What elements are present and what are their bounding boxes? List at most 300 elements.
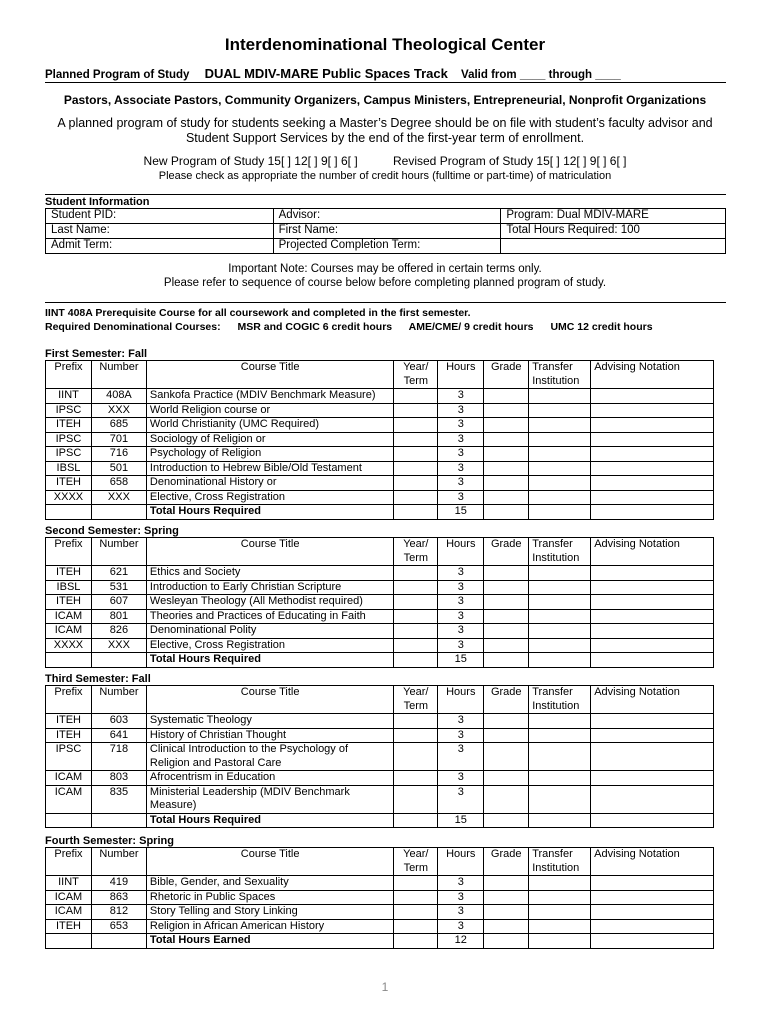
course-number: 863	[91, 890, 146, 905]
header-line: Institution	[532, 699, 580, 712]
transfer-cell[interactable]	[529, 476, 591, 491]
course-number: 658	[91, 476, 146, 491]
advising-notation-cell[interactable]	[591, 490, 714, 505]
course-hours: 3	[438, 743, 484, 771]
course-row	[46, 461, 714, 476]
student-info-heading: Student Information	[45, 194, 726, 208]
year-term-cell[interactable]	[394, 418, 438, 433]
denominational-label: Required Denominational Courses:	[45, 321, 221, 333]
column-header-grade: Grade	[484, 538, 529, 566]
course-number: 685	[91, 418, 146, 433]
total-row-empty-cell	[91, 505, 146, 520]
course-hours: 3	[438, 595, 484, 610]
column-header-notation: Advising Notation	[591, 848, 714, 876]
note-line-2: Please refer to sequence of course below before completing planned program of study.	[163, 277, 607, 289]
header-line: Term	[403, 699, 429, 712]
course-header-row	[46, 848, 714, 876]
course-number: 621	[91, 566, 146, 581]
grade-cell[interactable]	[484, 476, 529, 491]
course-hours: 3	[438, 389, 484, 404]
year-term-cell[interactable]	[394, 743, 438, 771]
course-title: Elective, Cross Registration	[146, 490, 393, 505]
total-row-empty-cell	[46, 813, 92, 828]
transfer-cell[interactable]	[529, 890, 591, 905]
total-row-empty-cell	[91, 813, 146, 828]
column-header-year-term	[394, 538, 438, 566]
course-prefix: ITEH	[46, 595, 92, 610]
header-line: Institution	[532, 861, 580, 874]
course-title: Religion in African American History	[146, 919, 393, 934]
course-title: Sociology of Religion or	[146, 432, 393, 447]
grade-cell[interactable]	[484, 919, 529, 934]
grade-cell[interactable]	[484, 432, 529, 447]
year-term-cell[interactable]	[394, 476, 438, 491]
grade-cell[interactable]	[484, 609, 529, 624]
intro-line-2: Student Support Services by the end of the first-year term of enrollment.	[185, 131, 585, 145]
student-info-field[interactable]: Projected Completion Term:	[273, 239, 501, 254]
advising-notation-cell[interactable]	[591, 432, 714, 447]
course-prefix: XXXX	[46, 638, 92, 653]
course-number: 812	[91, 905, 146, 920]
total-hours: 15	[438, 813, 484, 828]
course-prefix: IBSL	[46, 461, 92, 476]
column-header-grade: Grade	[484, 848, 529, 876]
semester-title: First Semester: Fall	[45, 348, 148, 360]
column-header-notation: Advising Notation	[591, 538, 714, 566]
program-header-line	[45, 66, 726, 83]
total-row-empty-cell	[46, 934, 92, 949]
course-table	[45, 685, 714, 828]
semester-title: Fourth Semester: Spring	[45, 835, 174, 847]
course-row	[46, 919, 714, 934]
course-title: Elective, Cross Registration	[146, 638, 393, 653]
header-line: Year/	[403, 848, 429, 860]
transfer-cell[interactable]	[529, 461, 591, 476]
grade-cell[interactable]	[484, 785, 529, 813]
course-title: Clinical Introduction to the Psychology of Religion and Pastoral Care	[146, 743, 393, 771]
year-term-cell[interactable]	[394, 890, 438, 905]
prerequisite-section	[45, 302, 726, 334]
transfer-cell[interactable]	[529, 876, 591, 891]
course-title: Psychology of Religion	[146, 447, 393, 462]
semester-block	[45, 525, 714, 668]
advising-notation-cell[interactable]	[591, 919, 714, 934]
transfer-cell[interactable]	[529, 743, 591, 771]
year-term-cell[interactable]	[394, 447, 438, 462]
advising-notation-cell[interactable]	[591, 743, 714, 771]
year-term-cell[interactable]	[394, 490, 438, 505]
year-term-cell[interactable]	[394, 771, 438, 786]
page-title: Interdenominational Theological Center	[224, 35, 546, 54]
grade-cell[interactable]	[484, 403, 529, 418]
grade-cell[interactable]	[484, 595, 529, 610]
course-hours: 3	[438, 490, 484, 505]
grade-cell[interactable]	[484, 624, 529, 639]
course-row	[46, 890, 714, 905]
course-prefix: IINT	[46, 876, 92, 891]
transfer-cell[interactable]	[529, 919, 591, 934]
course-title: Bible, Gender, and Sexuality	[146, 876, 393, 891]
transfer-cell[interactable]	[529, 771, 591, 786]
course-title: Denominational History or	[146, 476, 393, 491]
program-choice	[0, 154, 770, 168]
column-header-notation: Advising Notation	[591, 361, 714, 389]
course-prefix: IPSC	[46, 403, 92, 418]
year-term-cell[interactable]	[394, 609, 438, 624]
advising-notation-cell[interactable]	[591, 785, 714, 813]
year-term-cell[interactable]	[394, 566, 438, 581]
course-header-row	[46, 686, 714, 714]
year-term-cell[interactable]	[394, 728, 438, 743]
course-title: Sankofa Practice (MDIV Benchmark Measure)	[146, 389, 393, 404]
course-prefix: IPSC	[46, 432, 92, 447]
student-info-field[interactable]: Advisor:	[273, 209, 501, 224]
course-row	[46, 432, 714, 447]
total-label: Total Hours Earned	[146, 934, 393, 949]
header-line: Term	[403, 861, 429, 874]
course-row	[46, 447, 714, 462]
grade-cell[interactable]	[484, 728, 529, 743]
grade-cell[interactable]	[484, 389, 529, 404]
column-header-hours: Hours	[438, 848, 484, 876]
column-header-year-term	[394, 361, 438, 389]
prerequisite-line: IINT 408A Prerequisite Course for all coursework and completed in the first semester.	[45, 307, 471, 319]
advising-notation-cell[interactable]	[591, 461, 714, 476]
course-hours: 3	[438, 609, 484, 624]
course-table	[45, 360, 714, 520]
grade-cell[interactable]	[484, 714, 529, 729]
column-header-grade: Grade	[484, 686, 529, 714]
transfer-cell[interactable]	[529, 595, 591, 610]
advising-notation-cell[interactable]	[591, 714, 714, 729]
student-info-table	[45, 208, 726, 254]
grade-cell[interactable]	[484, 461, 529, 476]
semester-title: Second Semester: Spring	[45, 525, 179, 537]
advising-notation-cell[interactable]	[591, 876, 714, 891]
course-hours: 3	[438, 461, 484, 476]
course-number: 419	[91, 876, 146, 891]
course-title: World Religion course or	[146, 403, 393, 418]
total-label: Total Hours Required	[146, 813, 393, 828]
header-line: Term	[403, 551, 429, 564]
course-prefix: ICAM	[46, 771, 92, 786]
grade-cell[interactable]	[484, 566, 529, 581]
course-title: World Christianity (UMC Required)	[146, 418, 393, 433]
transfer-cell[interactable]	[529, 389, 591, 404]
course-row	[46, 418, 714, 433]
advising-notation-cell[interactable]	[591, 566, 714, 581]
year-term-cell[interactable]	[394, 714, 438, 729]
course-number: 826	[91, 624, 146, 639]
transfer-cell[interactable]	[529, 580, 591, 595]
course-hours: 3	[438, 638, 484, 653]
course-row	[46, 566, 714, 581]
course-title: Story Telling and Story Linking	[146, 905, 393, 920]
transfer-cell[interactable]	[529, 447, 591, 462]
header-line: Year/	[403, 538, 429, 550]
course-number: 501	[91, 461, 146, 476]
transfer-cell[interactable]	[529, 638, 591, 653]
course-hours: 3	[438, 476, 484, 491]
transfer-cell[interactable]	[529, 609, 591, 624]
course-row	[46, 490, 714, 505]
year-term-cell[interactable]	[394, 638, 438, 653]
course-prefix: IPSC	[46, 743, 92, 771]
column-header-number: Number	[91, 538, 146, 566]
transfer-cell[interactable]	[529, 490, 591, 505]
column-header-title: Course Title	[146, 686, 393, 714]
course-prefix: ICAM	[46, 890, 92, 905]
grade-cell[interactable]	[484, 743, 529, 771]
course-row	[46, 771, 714, 786]
year-term-cell[interactable]	[394, 919, 438, 934]
total-row	[46, 653, 714, 668]
new-program-option[interactable]: New Program of Study 15[ ] 12[ ] 9[ ] 6[ ]	[143, 154, 358, 168]
advising-notation-cell[interactable]	[591, 447, 714, 462]
year-term-cell[interactable]	[394, 876, 438, 891]
year-term-cell[interactable]	[394, 580, 438, 595]
course-prefix: ICAM	[46, 609, 92, 624]
revised-program-option[interactable]: Revised Program of Study 15[ ] 12[ ] 9[ ] 6[ ]	[393, 154, 627, 168]
total-row-empty-cell	[484, 653, 529, 668]
total-row-empty-cell	[591, 934, 714, 949]
student-info-field[interactable]: First Name:	[273, 224, 501, 239]
advising-notation-cell[interactable]	[591, 609, 714, 624]
student-info-row	[46, 239, 726, 254]
student-info-field[interactable]: Program: Dual MDIV-MARE	[501, 209, 726, 224]
course-title: Ministerial Leadership (MDIV Benchmark Measure)	[146, 785, 393, 813]
course-row	[46, 403, 714, 418]
column-header-number: Number	[91, 361, 146, 389]
total-row-empty-cell	[394, 813, 438, 828]
course-number: XXX	[91, 403, 146, 418]
student-info-row	[46, 224, 726, 239]
advising-notation-cell[interactable]	[591, 890, 714, 905]
grade-cell[interactable]	[484, 447, 529, 462]
course-prefix: IINT	[46, 389, 92, 404]
page-number: 1	[381, 980, 389, 994]
course-hours: 3	[438, 785, 484, 813]
year-term-cell[interactable]	[394, 389, 438, 404]
column-header-transfer	[529, 686, 591, 714]
advising-notation-cell[interactable]	[591, 418, 714, 433]
course-hours: 3	[438, 566, 484, 581]
year-term-cell[interactable]	[394, 432, 438, 447]
note-line-1: Important Note: Courses may be offered in certain terms only.	[228, 263, 542, 275]
course-prefix: ICAM	[46, 624, 92, 639]
transfer-cell[interactable]	[529, 566, 591, 581]
advising-notation-cell[interactable]	[591, 595, 714, 610]
planned-label: Planned Program of Study	[45, 69, 190, 81]
total-hours: 15	[438, 653, 484, 668]
column-header-title: Course Title	[146, 848, 393, 876]
course-title: Theories and Practices of Educating in Faith	[146, 609, 393, 624]
advising-notation-cell[interactable]	[591, 905, 714, 920]
advising-notation-cell[interactable]	[591, 638, 714, 653]
column-header-grade: Grade	[484, 361, 529, 389]
student-information-section	[45, 194, 726, 254]
denominational-requirements	[45, 320, 726, 334]
student-info-field[interactable]: Student PID:	[46, 209, 274, 224]
column-header-title: Course Title	[146, 361, 393, 389]
course-row	[46, 876, 714, 891]
grade-cell[interactable]	[484, 418, 529, 433]
advising-notation-cell[interactable]	[591, 624, 714, 639]
grade-cell[interactable]	[484, 490, 529, 505]
total-label: Total Hours Required	[146, 653, 393, 668]
total-row-empty-cell	[529, 813, 591, 828]
total-row-empty-cell	[394, 934, 438, 949]
total-row-empty-cell	[46, 505, 92, 520]
transfer-cell[interactable]	[529, 624, 591, 639]
transfer-cell[interactable]	[529, 714, 591, 729]
year-term-cell[interactable]	[394, 461, 438, 476]
course-row	[46, 638, 714, 653]
course-number: 607	[91, 595, 146, 610]
course-number: 531	[91, 580, 146, 595]
column-header-prefix: Prefix	[46, 361, 92, 389]
year-term-cell[interactable]	[394, 624, 438, 639]
student-info-field[interactable]: Admit Term:	[46, 239, 274, 254]
grade-cell[interactable]	[484, 638, 529, 653]
course-number: 801	[91, 609, 146, 624]
credit-hours-instruction: Please check as appropriate the number of credit hours (fulltime or part-time) of matriculation	[158, 170, 612, 182]
student-info-field[interactable]: Last Name:	[46, 224, 274, 239]
msr-requirement: MSR and COGIC 6 credit hours	[237, 321, 393, 333]
transfer-cell[interactable]	[529, 728, 591, 743]
total-row	[46, 505, 714, 520]
course-row	[46, 743, 714, 771]
course-row	[46, 476, 714, 491]
column-header-year-term	[394, 686, 438, 714]
course-row	[46, 728, 714, 743]
grade-cell[interactable]	[484, 905, 529, 920]
total-row-empty-cell	[529, 653, 591, 668]
column-header-transfer	[529, 848, 591, 876]
course-prefix: XXXX	[46, 490, 92, 505]
course-number: XXX	[91, 638, 146, 653]
transfer-cell[interactable]	[529, 785, 591, 813]
course-number: XXX	[91, 490, 146, 505]
student-info-field[interactable]	[501, 239, 726, 254]
column-header-title: Course Title	[146, 538, 393, 566]
column-header-prefix: Prefix	[46, 538, 92, 566]
course-hours: 3	[438, 905, 484, 920]
student-info-field[interactable]: Total Hours Required: 100	[501, 224, 726, 239]
header-line: Transfer	[532, 848, 573, 860]
transfer-cell[interactable]	[529, 432, 591, 447]
course-hours: 3	[438, 890, 484, 905]
semester-block	[45, 348, 714, 520]
course-prefix: ITEH	[46, 714, 92, 729]
transfer-cell[interactable]	[529, 418, 591, 433]
header-line: Transfer	[532, 686, 573, 698]
student-info-row	[46, 209, 726, 224]
course-prefix: ICAM	[46, 785, 92, 813]
course-title: Rhetoric in Public Spaces	[146, 890, 393, 905]
advising-notation-cell[interactable]	[591, 389, 714, 404]
total-label: Total Hours Required	[146, 505, 393, 520]
advising-notation-cell[interactable]	[591, 403, 714, 418]
course-number: 641	[91, 728, 146, 743]
course-number: 718	[91, 743, 146, 771]
umc-requirement: UMC 12 credit hours	[550, 321, 653, 333]
header-line: Year/	[403, 361, 429, 373]
transfer-cell[interactable]	[529, 403, 591, 418]
advising-notation-cell[interactable]	[591, 771, 714, 786]
semester-block	[45, 835, 714, 949]
advising-notation-cell[interactable]	[591, 476, 714, 491]
total-row	[46, 813, 714, 828]
course-header-row	[46, 538, 714, 566]
grade-cell[interactable]	[484, 771, 529, 786]
transfer-cell[interactable]	[529, 905, 591, 920]
course-table	[45, 537, 714, 668]
important-note	[0, 262, 770, 290]
course-row	[46, 905, 714, 920]
course-hours: 3	[438, 403, 484, 418]
total-row-empty-cell	[394, 653, 438, 668]
course-number: 716	[91, 447, 146, 462]
course-hours: 3	[438, 919, 484, 934]
course-row	[46, 785, 714, 813]
course-hours: 3	[438, 418, 484, 433]
total-row-empty-cell	[484, 505, 529, 520]
advising-notation-cell[interactable]	[591, 580, 714, 595]
total-row-empty-cell	[591, 813, 714, 828]
semester-title: Third Semester: Fall	[45, 673, 151, 685]
course-number: 408A	[91, 389, 146, 404]
course-number: 653	[91, 919, 146, 934]
advising-notation-cell[interactable]	[591, 728, 714, 743]
course-row	[46, 595, 714, 610]
header-line: Institution	[532, 551, 580, 564]
year-term-cell[interactable]	[394, 905, 438, 920]
year-term-cell[interactable]	[394, 595, 438, 610]
year-term-cell[interactable]	[394, 403, 438, 418]
course-number: 603	[91, 714, 146, 729]
intro-text	[0, 116, 770, 146]
year-term-cell[interactable]	[394, 785, 438, 813]
course-prefix: IBSL	[46, 580, 92, 595]
header-line: Term	[403, 374, 429, 387]
course-hours: 3	[438, 771, 484, 786]
course-hours: 3	[438, 432, 484, 447]
total-row-empty-cell	[484, 813, 529, 828]
ame-requirement: AME/CME/ 9 credit hours	[408, 321, 534, 333]
course-title: Introduction to Early Christian Scripture	[146, 580, 393, 595]
grade-cell[interactable]	[484, 890, 529, 905]
course-title: Systematic Theology	[146, 714, 393, 729]
course-hours: 3	[438, 728, 484, 743]
semester-block	[45, 673, 714, 828]
course-hours: 3	[438, 876, 484, 891]
grade-cell[interactable]	[484, 876, 529, 891]
column-header-prefix: Prefix	[46, 686, 92, 714]
intro-line-1: A planned program of study for students seeking a Master’s Degree should be on file with student’s faculty advisor and	[57, 116, 713, 130]
course-prefix: ITEH	[46, 566, 92, 581]
valid-dates: Valid from ____ through ____	[461, 69, 621, 81]
grade-cell[interactable]	[484, 580, 529, 595]
course-title: Introduction to Hebrew Bible/Old Testament	[146, 461, 393, 476]
column-header-prefix: Prefix	[46, 848, 92, 876]
course-hours: 3	[438, 624, 484, 639]
total-row-empty-cell	[529, 934, 591, 949]
total-row-empty-cell	[394, 505, 438, 520]
header-line: Transfer	[532, 361, 573, 373]
total-row-empty-cell	[46, 653, 92, 668]
course-number: 701	[91, 432, 146, 447]
